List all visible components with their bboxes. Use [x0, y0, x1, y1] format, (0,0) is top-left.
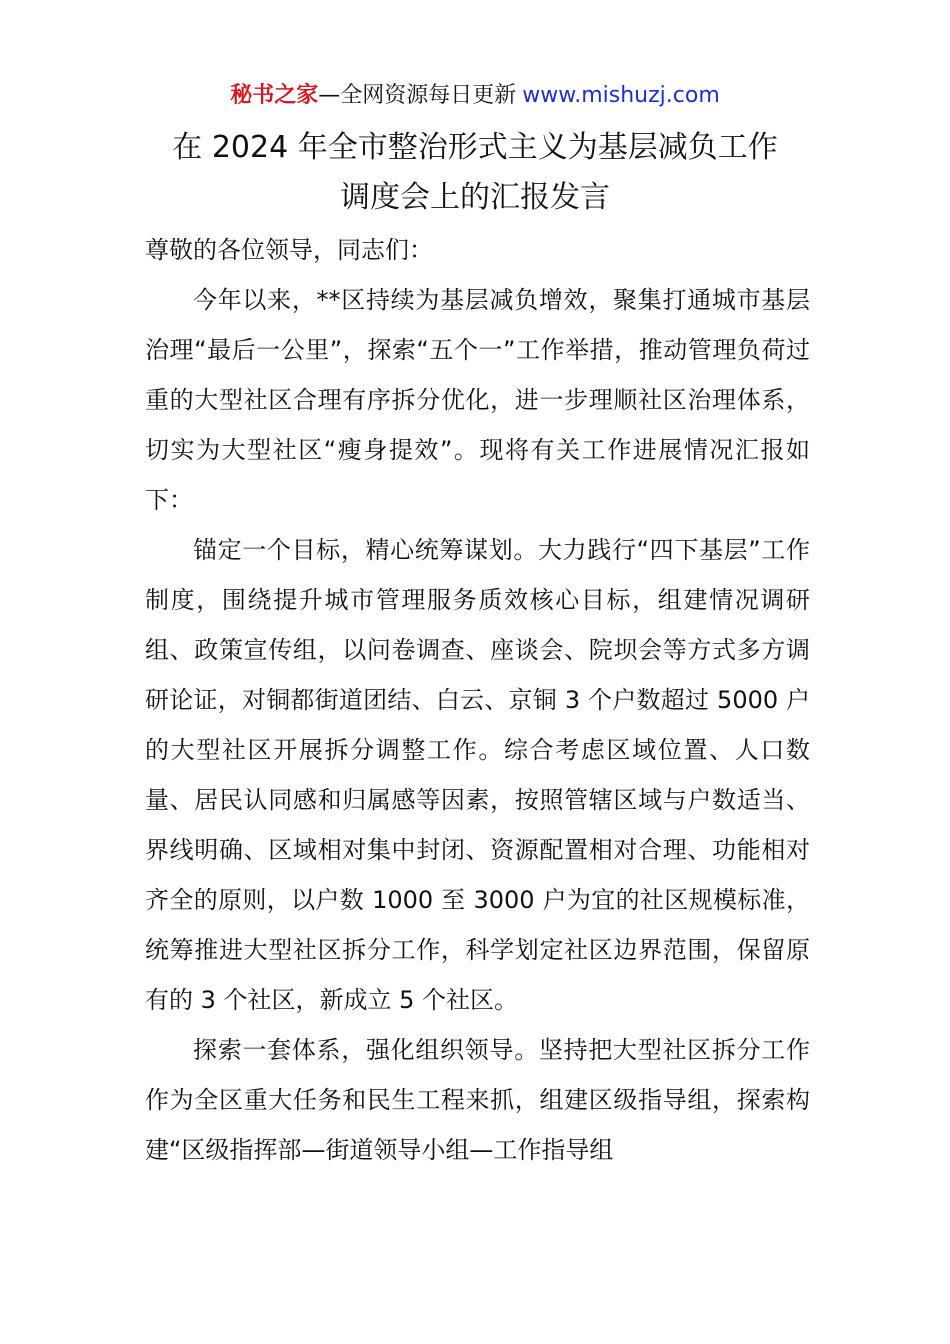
site-brand: 秘书之家: [230, 83, 319, 108]
header-dash: —: [318, 83, 341, 108]
document-title-line-2: 调度会上的汇报发言: [340, 180, 610, 215]
paragraph-system: 探索一套体系，强化组织领导。坚持把大型社区拆分工作作为全区重大任务和民生工程来抓，组建区级指导组，探索构建“区级指挥部—街道领导小组—工作指导组: [145, 1036, 810, 1164]
paragraph-goal: 锚定一个目标，精心统筹谋划。大力践行“四下基层”工作制度，围绕提升城市管理服务质效核心目标，组建情况调研组、政策宣传组，以问卷调查、座谈会、院坝会等方式多方调研论证，对铜都街道团结、白云、京铜 3 个户数超过 5000 户的大型社区开展拆分调整工作。综合考虑区域位置、人口数量、居民认同感和归属感等因素，按照管辖区域与户数适当、界线明确、区域相对集中封闭、资源配置相对合理、功能相对齐全的原则，以户数 1000 至 3000 户为宜的社区规模标准，统筹推进大型社区拆分工作，科学划定社区边界范围，保留原有的 3 个社区，新成立 5 个社区。: [145, 536, 810, 1014]
site-header: [0, 80, 950, 112]
paragraph-intro: 今年以来，**区持续为基层减负增效，聚集打通城市基层治理“最后一公里”，探索“五个一”工作举措，推动管理负荷过重的大型社区合理有序拆分优化，进一步理顺社区治理体系，切实为大型社区“瘦身提效”。现将有关工作进展情况汇报如下：: [145, 286, 810, 514]
site-tagline: 全网资源每日更新: [340, 83, 517, 108]
document-body: [145, 225, 810, 1175]
site-url[interactable]: www.mishuzj.com: [522, 83, 720, 108]
salutation: 尊敬的各位领导，同志们：: [145, 236, 433, 264]
document-title-line-1: 在 2024 年全市整治形式主义为基层减负工作: [172, 130, 778, 165]
